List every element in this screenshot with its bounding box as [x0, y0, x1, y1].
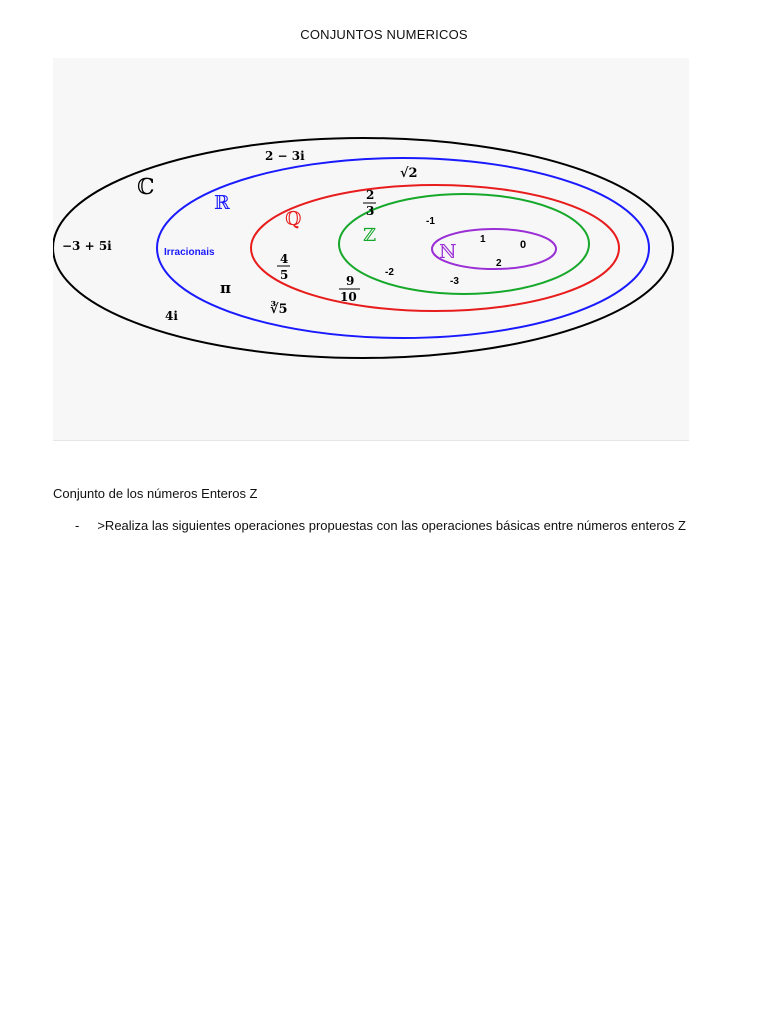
natural-label: 0 — [520, 239, 527, 251]
fraction-numerator: 2 — [366, 188, 375, 202]
complex-number-label: 4i — [165, 309, 178, 323]
bullet-text: >Realiza las siguientes operaciones propuestas con las operaciones básicas entre números enteros Z — [97, 518, 686, 533]
fraction-denominator: 10 — [340, 290, 357, 304]
integer-set-ellipse — [339, 194, 589, 294]
number-sets-diagram — [53, 58, 689, 441]
fraction-denominator: 3 — [366, 204, 375, 218]
fraction-numerator: 4 — [280, 252, 289, 266]
irrational-label: Irracionais — [164, 247, 215, 258]
complex-number-label: 2 − 3i — [265, 149, 305, 163]
page-title: CONJUNTOS NUMERICOS — [300, 27, 468, 42]
integer-label: -2 — [385, 267, 394, 278]
section-heading: Conjunto de los números Enteros Z — [53, 486, 258, 501]
natural-label: 2 — [496, 258, 502, 269]
pi-label: π — [220, 279, 231, 297]
list-item — [75, 518, 686, 533]
fraction-denominator: 5 — [280, 268, 289, 282]
number-sets-svg — [53, 58, 689, 440]
complex-number-label: −3 + 5i — [62, 239, 112, 253]
real-set-symbol: ℝ — [214, 192, 230, 214]
natural-label: 1 — [480, 234, 486, 245]
integer-set-symbol: ℤ — [363, 225, 377, 246]
bullet-marker: - — [75, 518, 80, 533]
fraction-numerator: 9 — [346, 274, 355, 288]
rational-set-symbol: ℚ — [285, 208, 302, 230]
integer-label: -1 — [426, 216, 435, 227]
integer-label: -3 — [450, 276, 459, 287]
sqrt2-label: √2 — [400, 166, 418, 181]
complex-set-ellipse — [53, 138, 673, 358]
cbrt5-label: ∛5 — [270, 302, 288, 317]
complex-set-symbol: ℂ — [137, 175, 155, 200]
natural-set-symbol: ℕ — [439, 241, 457, 263]
